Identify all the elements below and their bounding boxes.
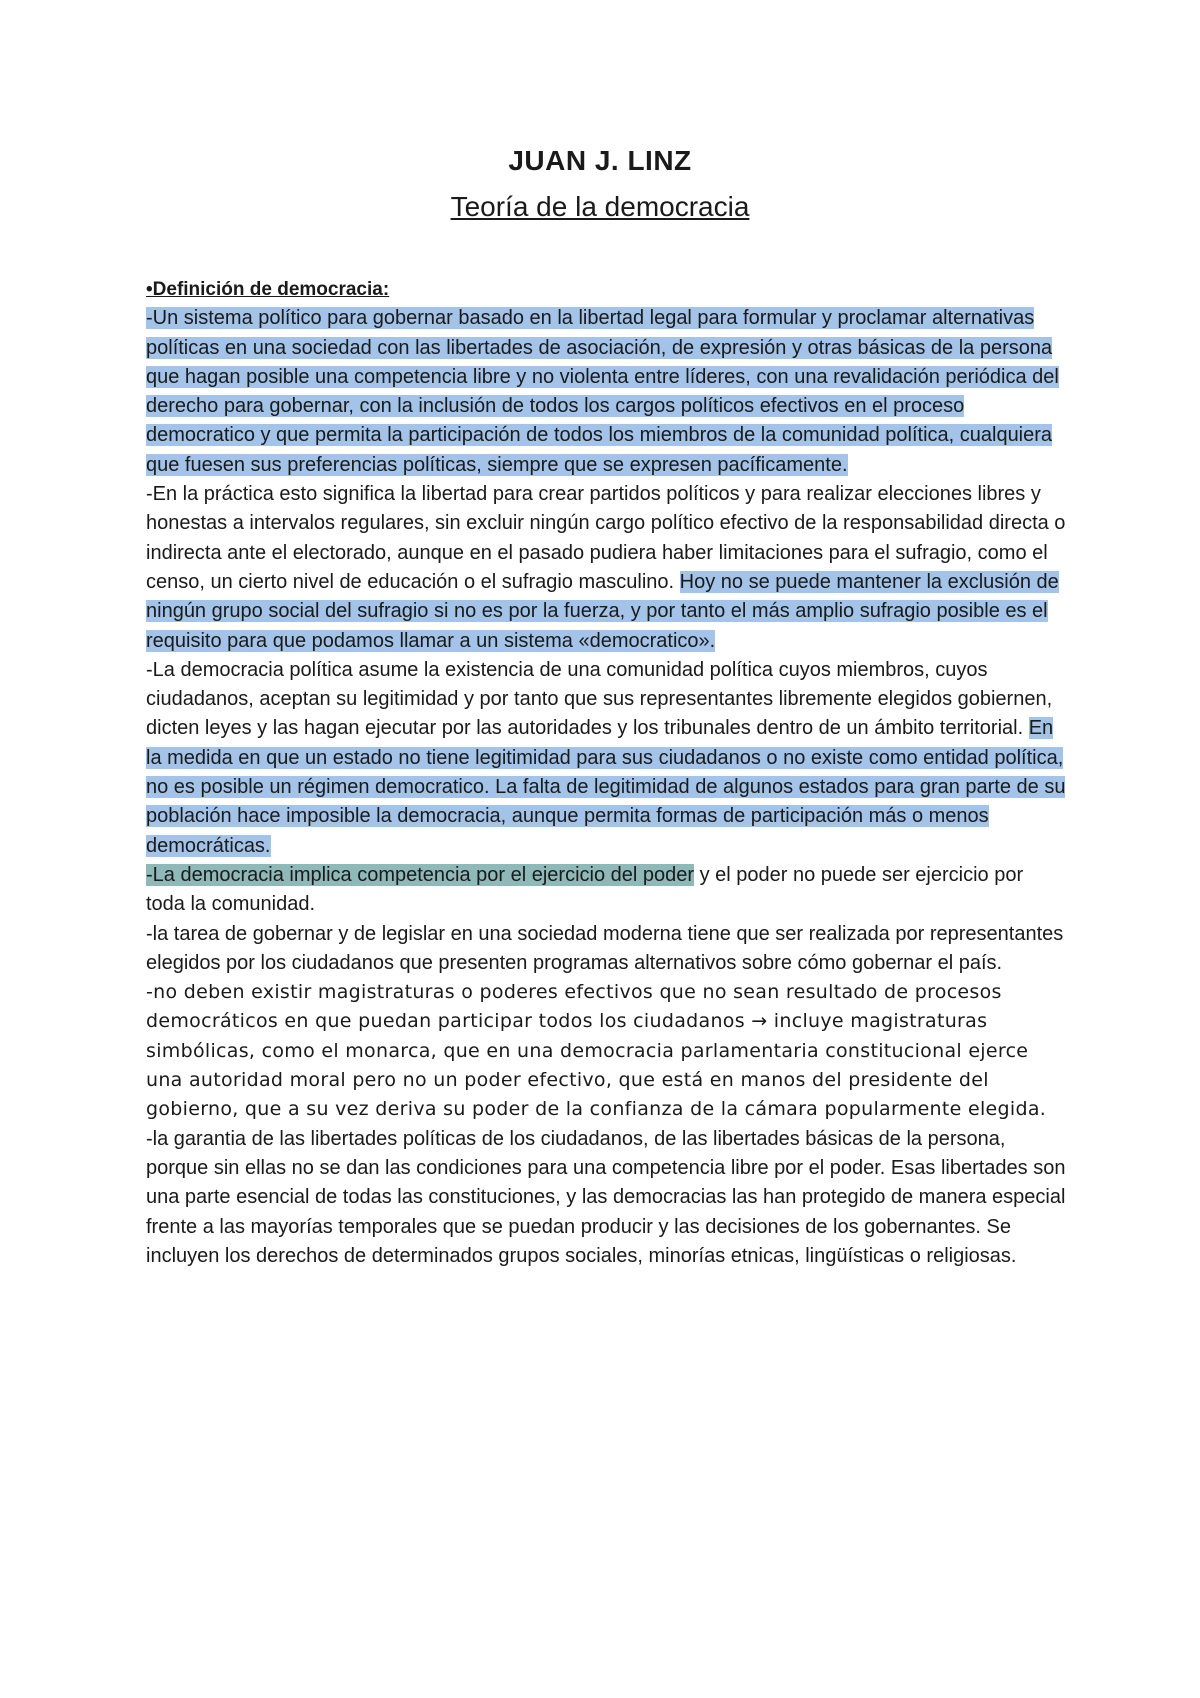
document-title: JUAN J. LINZ [508, 145, 692, 176]
highlighted-text: -Un sistema político para gobernar basado en la libertad legal para formular y proclamar alternativas políticas en una sociedad con las libertades de asociación, de expresión y otras básicas de la persona que hagan posible una competencia libre y no violenta entre líderes, con una revalidación periódica del derecho para gobernar, con la inclusión de todos los cargos políticos efectivos en el proceso democratico y que permita la participación de todos los miembros de la comunidad política, cualquiera que fuesen sus preferencias políticas, siempre que se expresen pacíficamente. [146, 307, 1059, 476]
plain-text: y el poder no puede ser ejercicio por toda la comunidad. [146, 863, 1024, 916]
plain-text: -la garantia de las libertades políticas de los ciudadanos, de las libertades básicas de la persona, porque sin ellas no se dan las condiciones para una competencia libre por el poder. Esas libertades son una parte esencial de todas las constituciones, y las democracias las han protegido de manera especial frente a las mayorías temporales que se puedan producir y las decisiones de los gobernantes. Se incluyen los derechos de determinados grupos sociales, minorías etnicas, lingüísticas o religiosas. [146, 1127, 1066, 1267]
plain-text: -la tarea de gobernar y de legislar en una sociedad moderna tiene que ser realizada por representantes elegidos por los ciudadanos que presenten programas alternativos sobre cómo gobernar el país. [146, 922, 1064, 974]
heading-text: •Definición de democracia: [146, 279, 390, 300]
plain-text: -La democracia política asume la existencia de una comunidad política cuyos miembros, cuyos ciudadanos, aceptan su legitimidad y por tanto que sus representantes libremente elegidos gobiernen, dicten leyes y las hagan ejecutar por las autoridades y los tribunales dentro de un ámbito territorial. [146, 658, 1053, 740]
section-heading [146, 275, 1066, 304]
paragraph-5 [146, 920, 1066, 979]
paragraph-6 [146, 978, 1066, 1124]
paragraph-4 [146, 861, 1066, 920]
highlighted-text-teal: -La democracia implica competencia por el ejercicio del poder [146, 863, 695, 886]
highlighted-text: Hoy no se puede mantener la exclusión de ningún grupo social del sufragio si no es por la fuerza, y por tanto el más amplio sufragio posible es el requisito para que podamos llamar a un sistema «democratico». [146, 570, 1059, 652]
paragraph-7 [146, 1125, 1066, 1271]
paragraph-2 [146, 480, 1066, 656]
paragraph-1 [146, 304, 1066, 480]
document-subtitle: Teoría de la democracia [450, 191, 750, 222]
plain-text: -En la práctica esto significa la libertad para crear partidos políticos y para realizar elecciones libres y honestas a intervalos regulares, sin excluir ningún cargo político efectivo de la responsabilidad directa o indirecta ante el electorado, aunque en el pasado pudiera haber limitaciones para el sufragio, como el censo, un cierto nivel de educación o el sufragio masculino. [146, 483, 1066, 593]
paragraph-3 [146, 656, 1066, 861]
document-body [146, 275, 1066, 1271]
highlighted-text: En la medida en que un estado no tiene legitimidad para sus ciudadanos o no existe como entidad política, no es posible un régimen democratico. La falta de legitimidad de algunos estados para gran parte de su población hace imposible la democracia, aunque permita formas de participación más o menos democráticas. [146, 717, 1066, 857]
plain-text: -no deben existir magistraturas o poderes efectivos que no sean resultado de procesos democráticos en que puedan participar todos los ciudadanos → incluye magistraturas simbólicas, como el monarca, que en una democracia parlamentaria constitucional ejerce una autoridad moral pero no un poder efectivo, que está en manos del presidente del gobierno, que a su vez deriva su poder de la confianza de la cámara popularmente elegida. [146, 981, 1047, 1121]
